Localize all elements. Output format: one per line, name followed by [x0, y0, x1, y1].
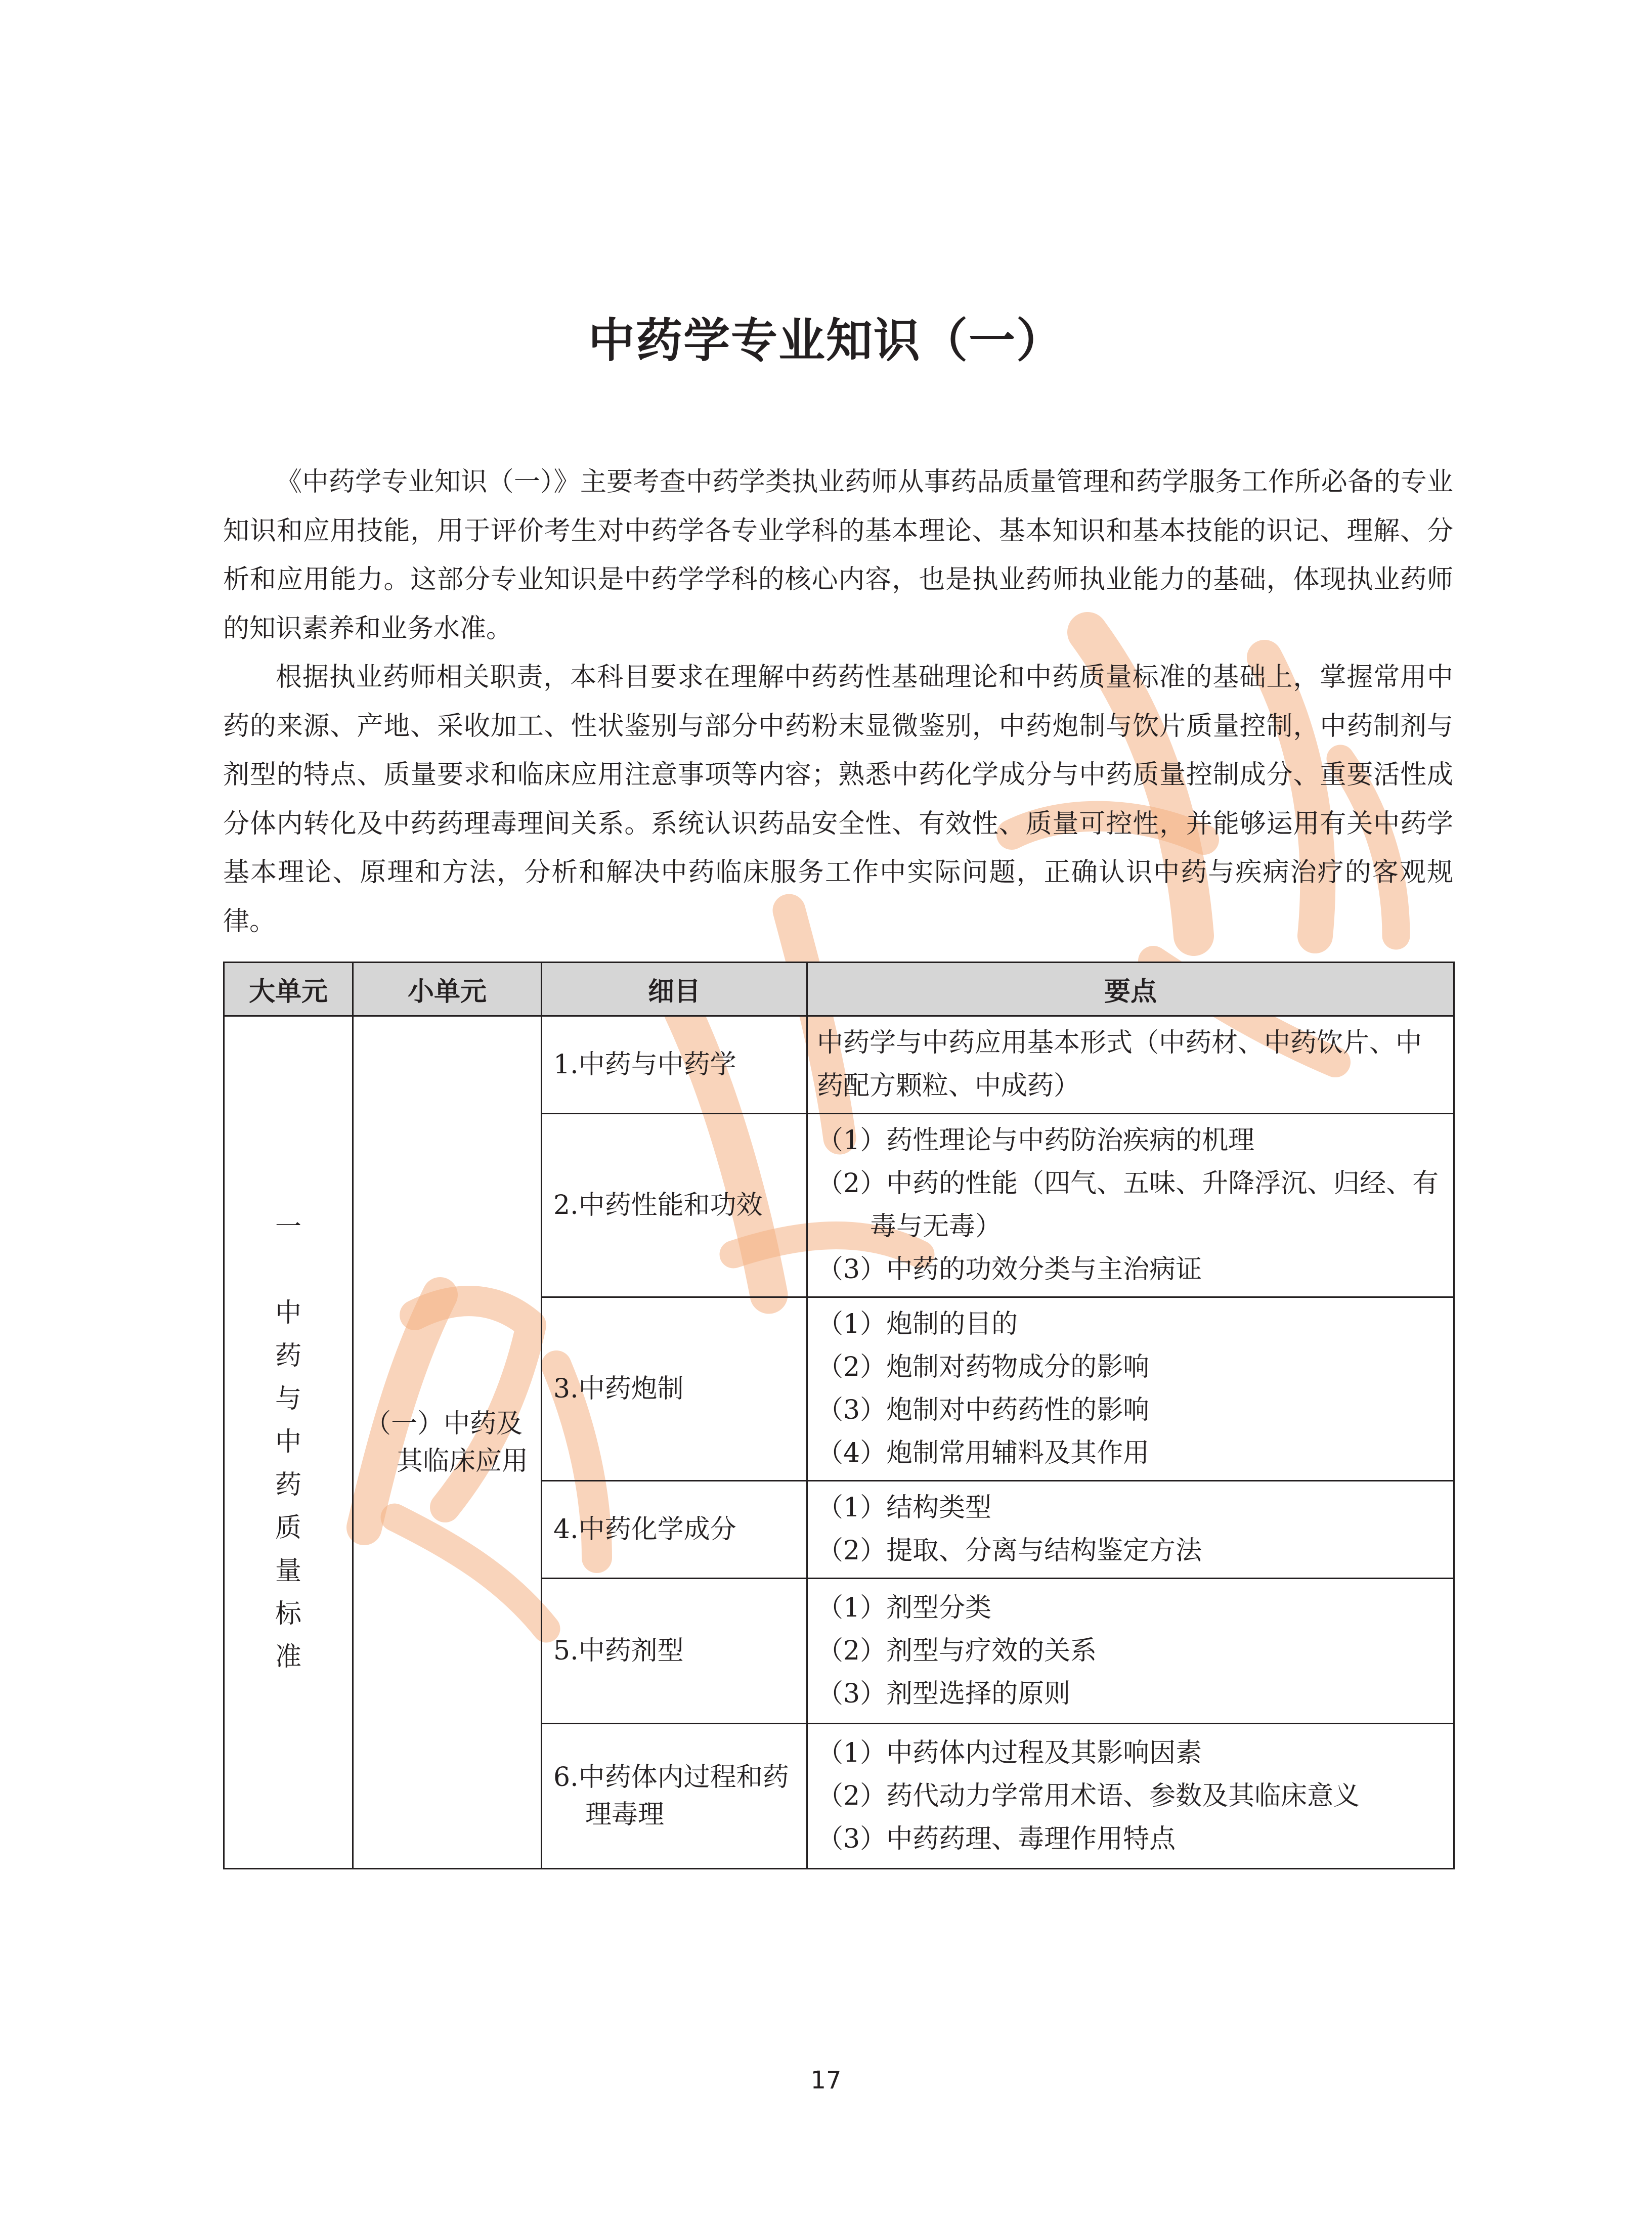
header-detail: 细目 — [542, 963, 807, 1016]
point-item: （2）中药的性能（四气、五味、升降浮沉、归经、有毒与无毒） — [817, 1168, 1439, 1242]
points-cell — [807, 1579, 1454, 1724]
big-unit-char: 与 — [275, 1384, 301, 1414]
point-item: （1）剂型分类 — [817, 1592, 992, 1623]
big-unit-cell — [224, 1016, 353, 1869]
point-item: （1）结构类型 — [817, 1493, 992, 1523]
detail-label: 4.中药化学成分 — [553, 1514, 736, 1545]
detail-label: 3.中药炮制 — [553, 1374, 684, 1404]
big-unit-char: 质 — [275, 1513, 301, 1543]
detail-cell — [542, 1724, 807, 1869]
page-number: 17 — [810, 2066, 842, 2095]
big-unit-char: 药 — [275, 1341, 301, 1371]
detail-label: 6.中药体内过程和药理毒理 — [553, 1762, 789, 1830]
point-item: （1）炮制的目的 — [817, 1309, 1018, 1339]
detail-cell — [542, 1481, 807, 1579]
detail-label: 1.中药与中药学 — [553, 1050, 736, 1080]
point-item: （4）炮制常用辅料及其作用 — [817, 1438, 1150, 1468]
table-header-row — [224, 963, 1454, 1016]
detail-cell — [542, 1114, 807, 1297]
point-item: （1）中药体内过程及其影响因素 — [817, 1737, 1202, 1768]
intro-paragraph-1: 《中药学专业知识（一）》主要考查中药学类执业药师从事药品质量管理和药学服务工作所必备的专业知识和应用技能，用于评价考生对中药学各专业学科的基本理论、基本知识和基本技能的识记、理解、分析和应用能力。这部分专业知识是中药学学科的核心内容，也是执业药师执业能力的基础，体现执业药师的知识素养和业务水准。 — [223, 467, 1453, 644]
header-points: 要点 — [807, 963, 1454, 1016]
point-item: （3）炮制对中药药性的影响 — [817, 1395, 1150, 1425]
points-cell — [807, 1297, 1454, 1481]
detail-label: 2.中药性能和功效 — [553, 1190, 763, 1220]
big-unit-char: 中 — [275, 1427, 301, 1457]
big-unit-char: 中 — [275, 1298, 301, 1328]
point-item: （2）提取、分离与结构鉴定方法 — [817, 1536, 1202, 1566]
page-title: 中药学专业知识（一） — [588, 313, 1064, 368]
small-unit-cell — [353, 1016, 542, 1869]
header-small-unit: 小单元 — [353, 963, 542, 1016]
point-item: （3）剂型选择的原则 — [817, 1678, 1071, 1709]
points-cell — [807, 1016, 1454, 1114]
syllabus-table — [223, 962, 1455, 1869]
small-unit-label: （一）中药及其临床应用 — [365, 1408, 529, 1476]
detail-cell — [542, 1297, 807, 1481]
point-item: （2）炮制对药物成分的影响 — [817, 1352, 1150, 1382]
points-cell — [807, 1481, 1454, 1579]
big-unit-char: 准 — [275, 1642, 301, 1672]
detail-cell — [542, 1579, 807, 1724]
big-unit-char: 量 — [275, 1556, 301, 1586]
big-unit-char: 药 — [275, 1470, 301, 1500]
point-item: （2）药代动力学常用术语、参数及其临床意义 — [817, 1780, 1360, 1811]
intro-paragraph-2: 根据执业药师相关职责，本科目要求在理解中药药性基础理论和中药质量标准的基础上，掌握常用中药的来源、产地、采收加工、性状鉴别与部分中药粉末显微鉴别，中药炮制与饮片质量控制，中药制剂与剂型的特点、质量要求和临床应用注意事项等内容；熟悉中药化学成分与中药质量控制成分、重要活性成分体内转化及中药药理毒理间关系。系统认识药品安全性、有效性、质量可控性，并能够运用有关中药学基本理论、原理和方法，分析和解决中药临床服务工作中实际问题，正确认识中药与疾病治疗的客观规律。 — [223, 662, 1453, 937]
point-item: （3）中药的功效分类与主治病证 — [817, 1254, 1202, 1285]
point-item: （1）药性理论与中药防治疾病的机理 — [817, 1125, 1255, 1156]
intro-text — [223, 458, 1453, 946]
points-cell — [807, 1724, 1454, 1869]
point-item: （3）中药药理、毒理作用特点 — [817, 1823, 1176, 1854]
point-item: 中药学与中药应用基本形式（中药材、中药饮片、中药配方颗粒、中成药） — [817, 1028, 1422, 1101]
points-cell — [807, 1114, 1454, 1297]
point-item: （2）剂型与疗效的关系 — [817, 1635, 1097, 1666]
detail-label: 5.中药剂型 — [553, 1636, 684, 1666]
big-unit-number: 一 — [275, 1212, 301, 1242]
table-row — [224, 1016, 1454, 1114]
big-unit-char: 标 — [275, 1599, 301, 1629]
header-big-unit: 大单元 — [224, 963, 353, 1016]
detail-cell — [542, 1016, 807, 1114]
